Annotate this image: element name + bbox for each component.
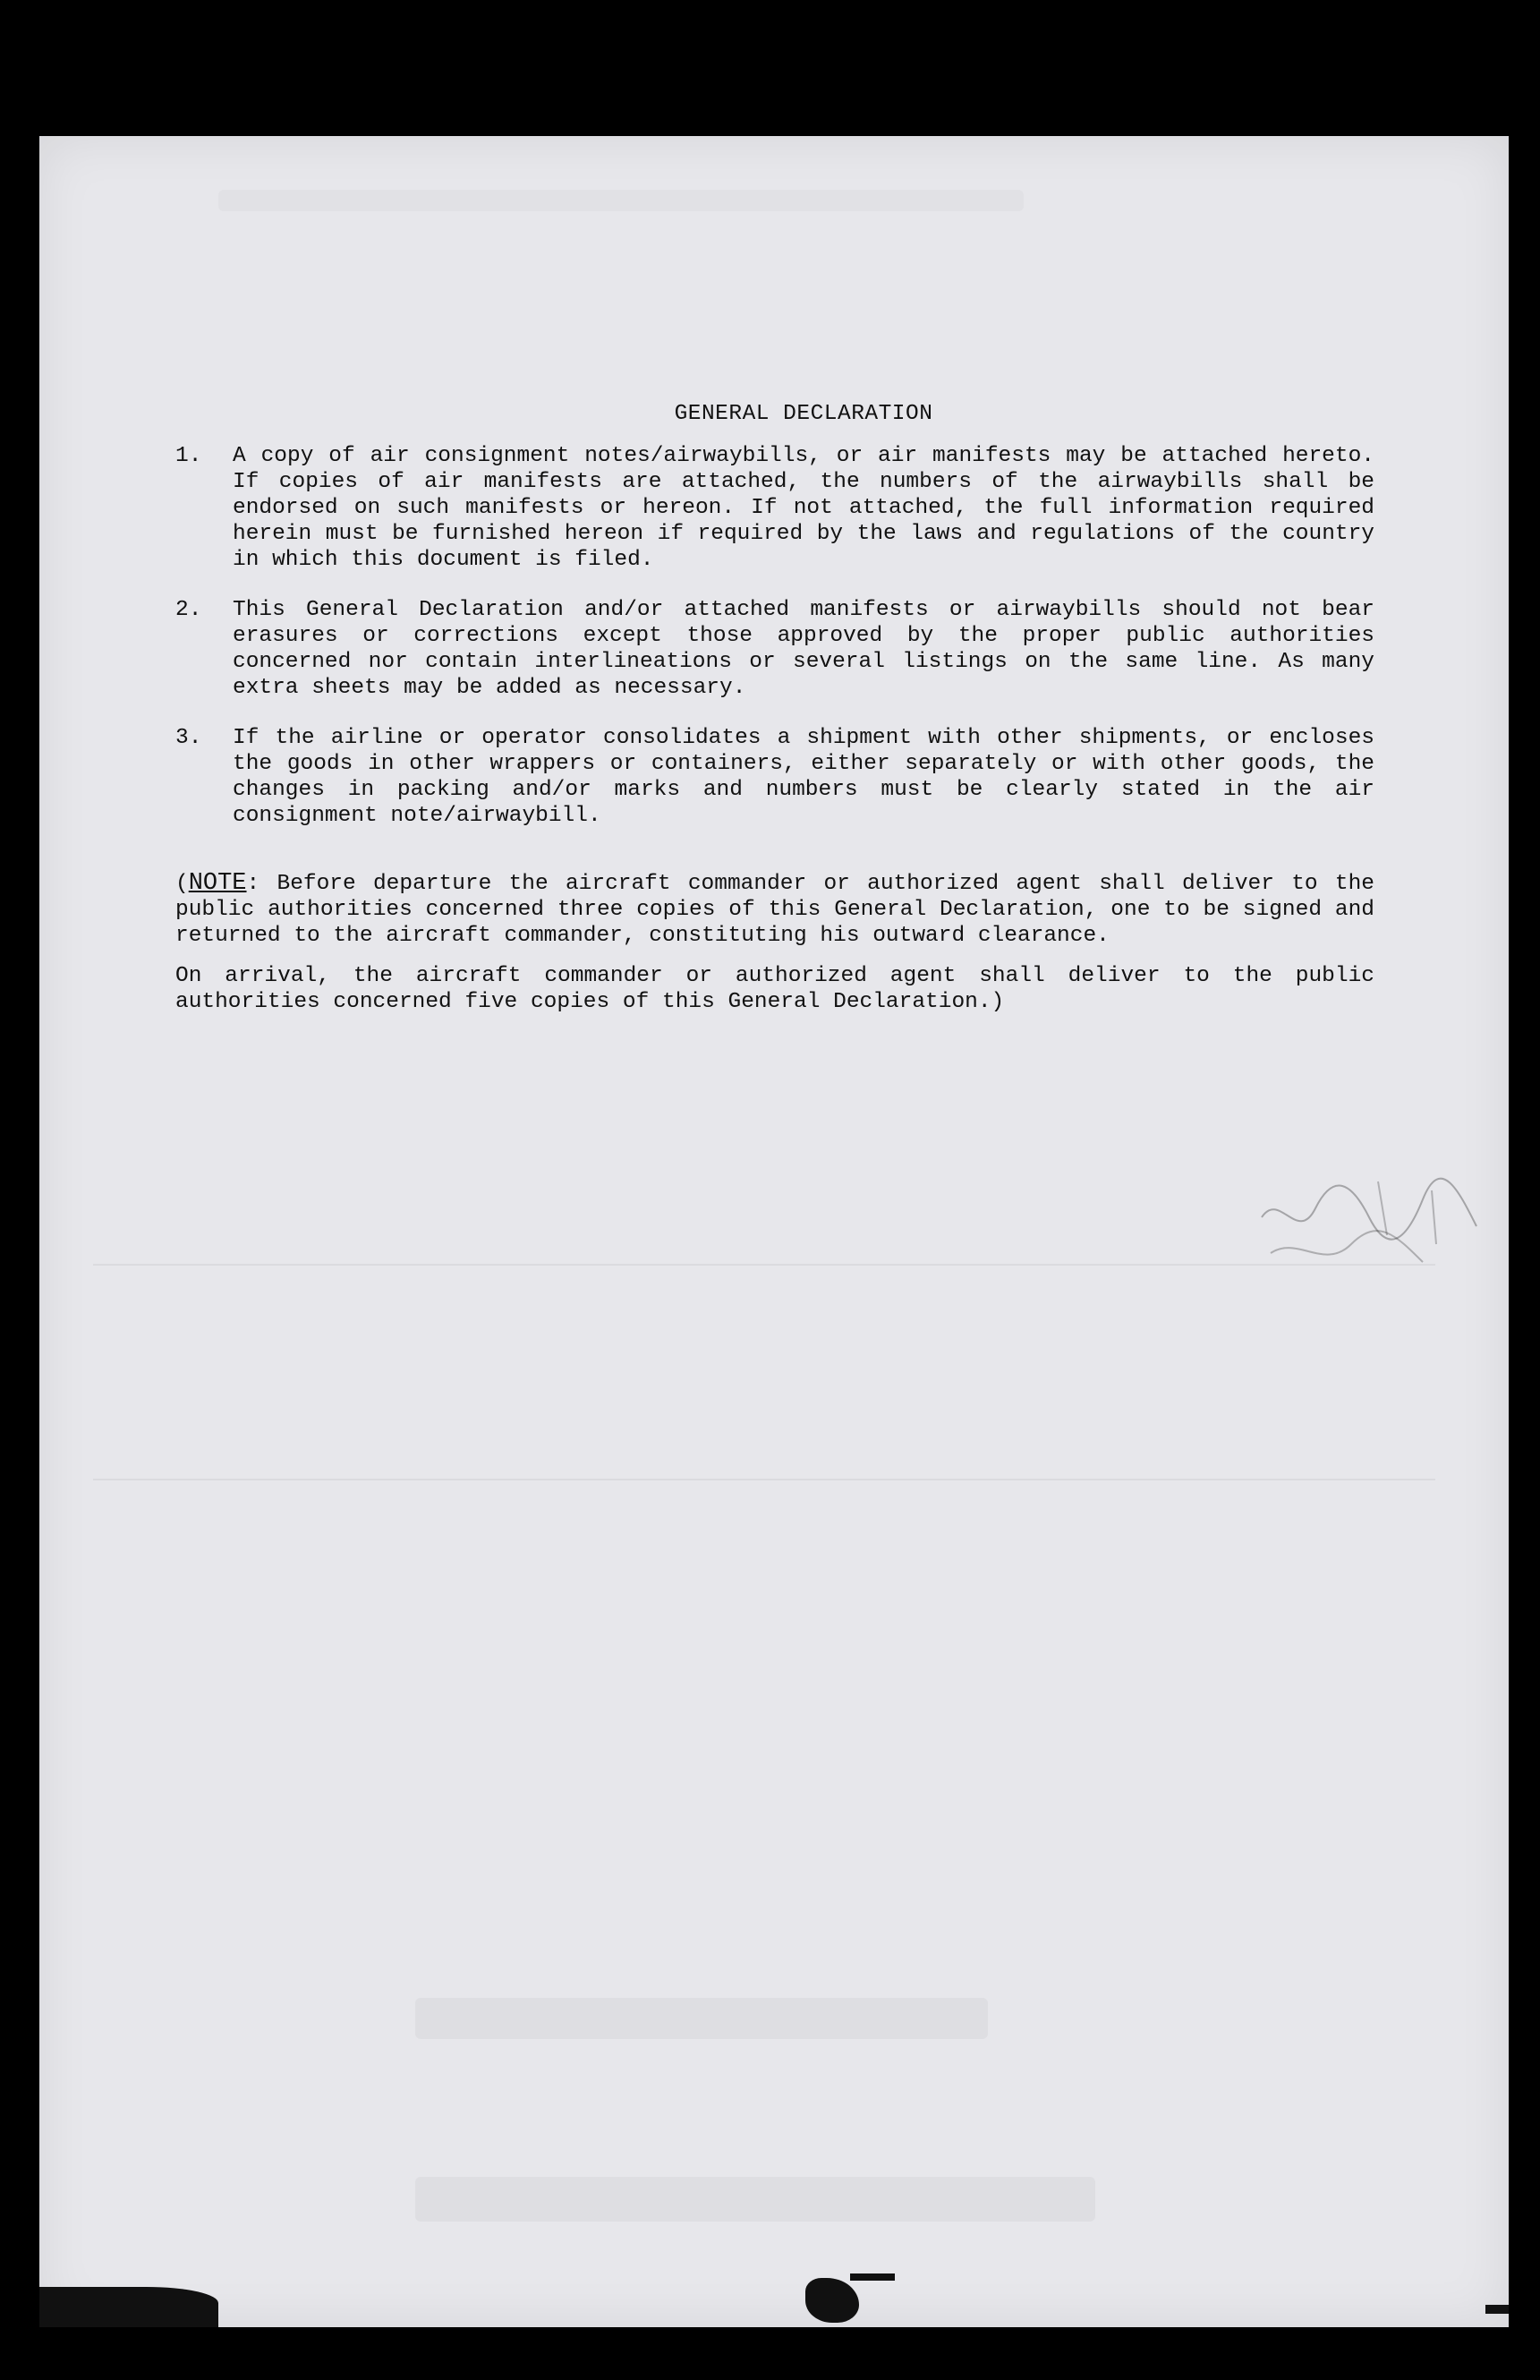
bleed-through-artifact: [218, 190, 1024, 211]
arrival-paragraph: On arrival, the aircraft commander or authorized agent shall deliver to the public authorities concerned five copies of this General Declaration.): [175, 964, 1374, 1014]
bleed-through-artifact: [415, 1998, 988, 2039]
bleed-through-artifact: [93, 1264, 1435, 1266]
bleed-through-artifact: [93, 1479, 1435, 1480]
handwritten-mark: [1244, 1164, 1512, 1307]
page-title: GENERAL DECLARATION: [674, 402, 933, 426]
scan-artifact: [39, 2287, 218, 2327]
item-text: This General Declaration and/or attached manifests or airwaybills should not bear erasures or corrections except those approved by the proper public authorities concerned nor contain interlineations or several listings on the same line. As many extra sheets may be added as necessary.: [233, 598, 1374, 700]
note-label: NOTE: [188, 870, 247, 897]
note-text: : Before departure the aircraft commander or authorized agent shall deliver to the public authorities concerned three copies of this General Declaration, one to be signed and returned to the aircraft commander, constituting his outward clearance.: [175, 872, 1374, 948]
scan-artifact: [1485, 2305, 1509, 2314]
list-item: [175, 725, 1374, 829]
bleed-through-artifact: [415, 2177, 1095, 2222]
list-item: [175, 443, 1374, 573]
item-text: If the airline or operator consolidates a shipment with other shipments, or encloses the goods in other wrappers or containers, either separately or with other goods, the changes in packing and/or marks and numbers must be clearly stated in the air consignment note/airwaybill.: [233, 726, 1374, 828]
scan-artifact: [850, 2273, 895, 2281]
list-item: [175, 597, 1374, 701]
general-declaration: [175, 401, 1374, 1015]
note-open-paren: (: [175, 872, 189, 896]
item-number: 2.: [175, 598, 202, 622]
item-number: 3.: [175, 726, 202, 750]
item-text: A copy of air consignment notes/airwaybills, or air manifests may be attached hereto. If copies of air manifests are attached, the numbers of the airwaybills shall be endorsed on such manifests or hereon. If not attached, the full information required herein must be furnished hereon if required by the laws and regulations of the country in which this document is filed.: [233, 444, 1374, 572]
item-number: 1.: [175, 444, 202, 468]
note-paragraph: [175, 871, 1374, 949]
